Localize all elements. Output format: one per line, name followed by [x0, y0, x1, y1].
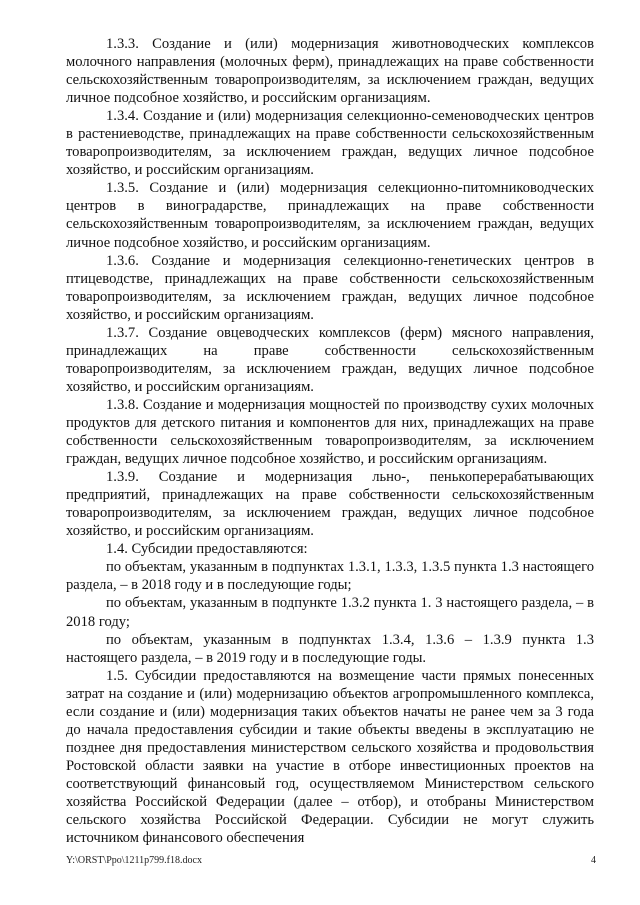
paragraph-1-4-item-3: по объектам, указанным в подпунктах 1.3.4, 1.3.6 – 1.3.9 пункта 1.3 настоящего раздела, – в 2019 году и в последующие годы.: [66, 631, 594, 666]
paragraph-1-3-3: 1.3.3. Создание и (или) модернизация животноводческих комплексов молочного направления (молочных ферм), принадлежащих на праве собственности сельскохозяйственным товаропроизводителям, за исключением граждан, ведущих личное подсобное хозяйство, и российским организациям.: [66, 36, 594, 107]
paragraph-1-3-9: 1.3.9. Создание и модернизация льно-, пенькоперерабатывающих предприятий, принадлежащих на праве собственности сельскохозяйственным товаропроизводителям, за исключением граждан, ведущих личное подсобное хозяйство, и российским организациям.: [66, 469, 594, 540]
footer-file-path: Y:\ORST\Ppo\1211p799.f18.docx: [66, 855, 202, 866]
paragraph-1-3-4: 1.3.4. Создание и (или) модернизация селекционно-семеноводческих центров в растениеводстве, принадлежащих на праве собственности сельскохозяйственным товаропроизводителям, за исключением граждан, ведущих личное подсобное хозяйство, и российским организациям.: [66, 108, 594, 179]
paragraph-1-4: 1.4. Субсидии предоставляются:: [106, 541, 308, 558]
paragraph-1-3-7: 1.3.7. Создание овцеводческих комплексов (ферм) мясного направления, принадлежащих на праве собственности сельскохозяйственным товаропроизводителям, за исключением граждан, ведущих личное подсобное хозяйство, и российским организациям.: [66, 324, 594, 395]
paragraph-1-4-item-2: по объектам, указанным в подпункте 1.3.2 пункта 1. 3 настоящего раздела, – в 2018 году;: [66, 595, 594, 630]
paragraph-1-4-item-1: по объектам, указанным в подпунктах 1.3.1, 1.3.3, 1.3.5 пункта 1.3 настоящего раздела, – в 2018 году и в последующие годы;: [66, 559, 594, 594]
paragraph-1-3-5: 1.3.5. Создание и (или) модернизация селекционно-питомниководческих центров в виноградарстве, принадлежащих на праве собственности сельскохозяйственным товаропроизводителям, за исключением граждан, ведущих личное подсобное хозяйство, и российским организациям.: [66, 180, 594, 251]
page-number: 4: [591, 855, 596, 866]
document-body: [66, 35, 594, 847]
paragraph-1-3-6: 1.3.6. Создание и модернизация селекционно-генетических центров в птицеводстве, принадлежащих на праве собственности сельскохозяйственным товаропроизводителям, за исключением граждан, ведущих личное подсобное хозяйство, и российским организациям.: [66, 252, 594, 323]
paragraph-1-5: 1.5. Субсидии предоставляются на возмещение части прямых понесенных затрат на создание и (или) модернизацию объектов агропромышленного комплекса, если создание и (или) модернизация таких объектов начаты не ранее чем за 3 года до начала предоставления субсидии и такие объекты введены в эксплуатацию не позднее дня предоставления министерством сельского хозяйства и продовольствия Ростовской области заявки на участие в отборе инвестиционных проектов на соответствующий финансовый год, осуществляемом Министерством сельского хозяйства Российской Федерации (далее – отбор), и отобраны Министерством сельского хозяйства Российской Федерации. Субсидии не могут служить источником финансового обеспечения: [66, 667, 594, 847]
paragraph-1-3-8: 1.3.8. Создание и модернизация мощностей по производству сухих молочных продуктов для детского питания и компонентов для них, принадлежащих на праве собственности сельскохозяйственным товаропроизводителям, за исключением граждан, ведущих личное подсобное хозяйство, и российским организациям.: [66, 396, 594, 468]
